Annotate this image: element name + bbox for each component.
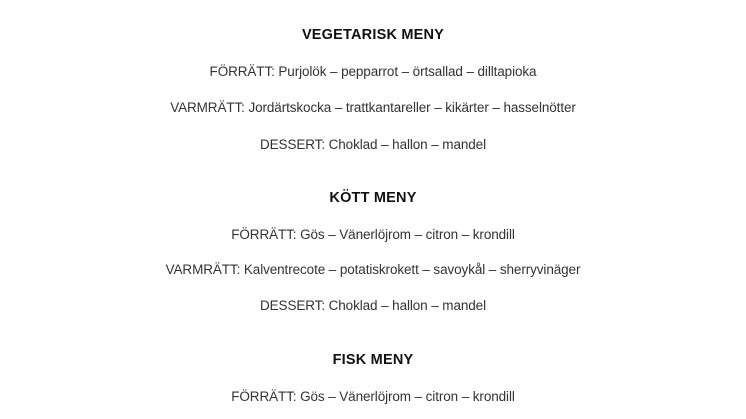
menu-course-main: VARMRÄTT: Kalventrecote – potatiskrokett – savoykål – sherryvinäger: [165, 262, 581, 277]
menu-title-fish: FISK MENY: [332, 352, 414, 368]
menu-course-starter: FÖRRÄTT: Gös – Vänerlöjrom – citron – krondill: [231, 227, 515, 242]
menu-course-starter: FÖRRÄTT: Gös – Vänerlöjrom – citron – krondill: [231, 389, 515, 404]
menu-course-dessert: DESSERT: Choklad – hallon – mandel: [260, 298, 486, 313]
menu-course-dessert: DESSERT: Choklad – hallon – mandel: [260, 137, 486, 152]
menu-course-starter: FÖRRÄTT: Purjolök – pepparrot – örtsallad – dilltapioka: [209, 64, 537, 79]
menu-title-meat: KÖTT MENY: [329, 190, 417, 206]
menu-course-main: VARMRÄTT: Jordärtskocka – trattkantareller – kikärter – hasselnötter: [170, 100, 576, 115]
menu-title-vegetarian: VEGETARISK MENY: [301, 27, 445, 43]
